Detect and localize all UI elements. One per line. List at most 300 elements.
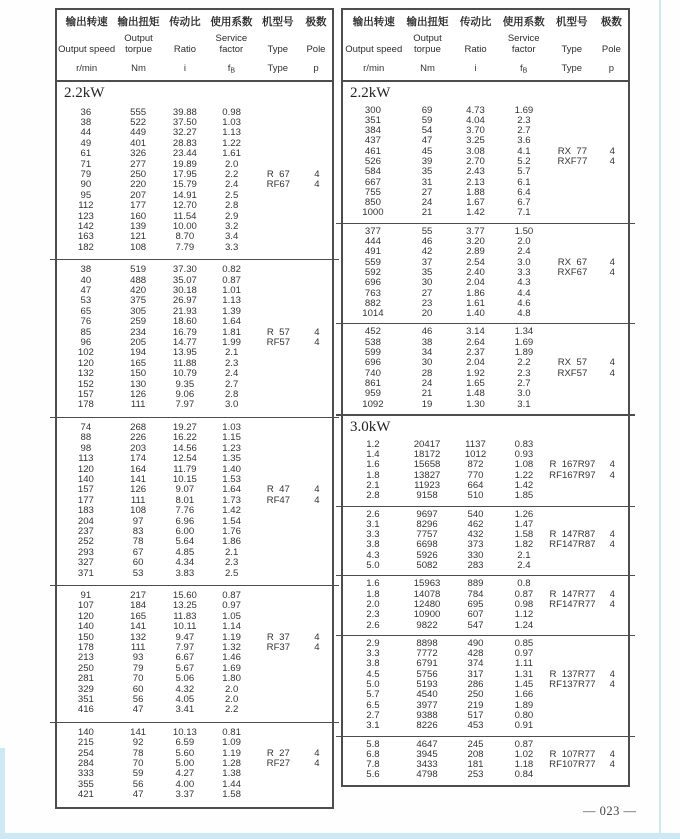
cell-service-factor: 1.53 xyxy=(222,473,241,485)
cell-pole xyxy=(302,359,332,369)
column-header-en: Output speed xyxy=(58,43,116,55)
cell-type xyxy=(255,506,302,516)
cell-service-factor: 1.81 xyxy=(222,326,241,338)
cell-ratio: 7.76 xyxy=(175,505,195,517)
cell-ratio: 10.00 xyxy=(172,220,197,232)
cell-output-torque: 207 xyxy=(130,189,147,201)
table-row xyxy=(343,198,628,208)
table-row xyxy=(57,558,332,568)
cell-pole xyxy=(597,299,628,309)
cell-ratio: 2.04 xyxy=(466,277,485,289)
cell-output-speed: 377 xyxy=(364,225,381,237)
table-row xyxy=(57,674,332,684)
cell-output-torque: 4540 xyxy=(416,689,438,701)
cell-output-torque: 20417 xyxy=(413,438,441,450)
cell-type xyxy=(548,116,596,126)
cell-output-speed: 120 xyxy=(77,463,94,475)
cell-output-speed: 2.1 xyxy=(366,480,380,491)
cell-service-factor: 1.09 xyxy=(222,737,241,749)
cell-service-factor: 1.23 xyxy=(222,442,241,454)
table-row xyxy=(57,149,332,159)
cell-output-speed: 1092 xyxy=(362,398,384,410)
cell-service-factor: 1.80 xyxy=(222,673,241,685)
cell-service-factor: 1.69 xyxy=(222,662,241,674)
cell-type xyxy=(255,369,302,379)
cell-service-factor: 2.7 xyxy=(517,377,531,389)
unit-label xyxy=(208,63,254,75)
cell-type xyxy=(548,338,596,348)
cell-type xyxy=(548,389,596,399)
column-header-en: Output torpue xyxy=(124,33,153,55)
cell-pole xyxy=(302,548,332,558)
cell-type xyxy=(255,139,302,149)
column-header-en: Service factor xyxy=(215,33,248,55)
cell-type xyxy=(548,561,596,571)
cell-output-torque: 4798 xyxy=(416,769,438,781)
cell-ratio: 8.01 xyxy=(175,494,195,506)
cell-service-factor: 6.1 xyxy=(517,176,531,188)
cell-ratio: 695 xyxy=(467,598,484,610)
cell-pole: 4 xyxy=(314,631,320,643)
cell-output-speed: 36 xyxy=(80,106,92,118)
cell-pole: 4 xyxy=(609,668,615,680)
unit-label: Nm xyxy=(420,63,435,74)
cell-ratio: 18.60 xyxy=(172,316,197,328)
cell-pole xyxy=(597,400,628,410)
cell-type xyxy=(255,444,302,454)
cell-service-factor: 2.5 xyxy=(224,189,239,201)
cell-type xyxy=(548,227,596,237)
cell-pole: 4 xyxy=(314,758,320,770)
cell-service-factor: 2.0 xyxy=(224,158,239,170)
unit-label-sub: B xyxy=(230,67,235,75)
cell-type xyxy=(255,286,302,296)
spec-table-right xyxy=(341,8,630,787)
column-header xyxy=(596,14,627,55)
cell-output-speed: 333 xyxy=(77,768,94,780)
cell-type xyxy=(548,327,596,337)
table-row xyxy=(343,116,628,126)
cell-service-factor: 1.85 xyxy=(514,490,534,502)
cell-output-speed: 254 xyxy=(77,747,94,759)
cell-type xyxy=(255,685,302,695)
table-row xyxy=(343,369,628,379)
cell-output-speed: 329 xyxy=(77,683,94,695)
cell-output-torque: 519 xyxy=(130,264,147,276)
cell-service-factor: 1.89 xyxy=(514,699,534,711)
cell-service-factor: 1.73 xyxy=(222,494,241,506)
cell-service-factor: 1.31 xyxy=(514,668,534,680)
table-row xyxy=(343,309,628,319)
cell-output-speed: 204 xyxy=(77,515,94,527)
cell-type xyxy=(255,390,302,400)
table-row xyxy=(343,649,628,659)
cell-pole xyxy=(597,167,628,177)
cell-pole xyxy=(302,128,332,138)
cell-output-torque: 20 xyxy=(421,308,433,320)
cell-ratio: 219 xyxy=(467,699,484,711)
cell-service-factor: 3.6 xyxy=(517,135,531,147)
cell-output-torque: 9822 xyxy=(416,619,438,631)
cell-type: R 107R77 xyxy=(549,748,596,760)
cell-type xyxy=(255,705,302,715)
cell-pole xyxy=(302,201,332,211)
cell-output-torque: 174 xyxy=(130,453,147,465)
cell-service-factor: 1.22 xyxy=(222,137,241,149)
cell-service-factor: 1.50 xyxy=(514,225,534,237)
cell-ratio: 13.25 xyxy=(172,600,197,612)
cell-ratio: 23.44 xyxy=(172,148,197,160)
cell-type: R 167R97 xyxy=(549,459,596,471)
cell-service-factor: 1.42 xyxy=(514,480,534,491)
cell-service-factor: 2.4 xyxy=(517,246,531,258)
cell-ratio: 208 xyxy=(467,748,484,760)
cell-output-torque: 7757 xyxy=(416,529,438,541)
cell-output-torque: 24 xyxy=(421,197,433,209)
table-row xyxy=(343,126,628,136)
cell-ratio: 5.64 xyxy=(175,536,195,548)
cell-ratio: 2.89 xyxy=(466,246,485,258)
cell-output-torque: 5756 xyxy=(416,668,438,680)
cell-output-speed: 421 xyxy=(77,789,94,801)
cell-pole xyxy=(302,276,332,286)
cell-ratio: 2.13 xyxy=(466,176,485,188)
cell-output-speed: 2.9 xyxy=(366,637,380,649)
data-block xyxy=(343,437,628,506)
cell-pole xyxy=(597,701,628,711)
cell-output-torque: 42 xyxy=(421,246,433,258)
cell-output-torque: 160 xyxy=(130,210,147,222)
cell-service-factor: 1.18 xyxy=(514,759,534,771)
cell-output-speed: 2.7 xyxy=(366,709,380,721)
cell-type xyxy=(255,149,302,159)
units-row xyxy=(58,55,331,80)
cell-ratio: 490 xyxy=(467,637,484,649)
table-row xyxy=(57,243,332,253)
cell-ratio: 2.43 xyxy=(466,166,485,178)
cell-type xyxy=(548,208,596,218)
cell-output-speed: 157 xyxy=(77,389,94,401)
cell-type: RF67 xyxy=(266,179,291,191)
cell-service-factor: 1.13 xyxy=(222,295,241,307)
cell-ratio: 39.88 xyxy=(172,106,197,118)
cell-output-torque: 268 xyxy=(130,421,147,433)
cell-output-speed: 178 xyxy=(77,642,94,653)
cell-type xyxy=(255,128,302,138)
cell-service-factor: 3.4 xyxy=(224,231,239,243)
cell-output-torque: 55 xyxy=(421,225,433,237)
cell-type: RF27 xyxy=(266,758,291,770)
cell-output-speed: 132 xyxy=(77,368,94,380)
cell-service-factor: 0.82 xyxy=(222,264,241,276)
cell-ratio: 9.35 xyxy=(175,378,195,390)
table-row xyxy=(57,685,332,695)
cell-ratio: 5.00 xyxy=(175,758,195,770)
cell-ratio: 1.48 xyxy=(466,388,485,400)
cell-output-torque: 56 xyxy=(132,694,144,706)
cell-output-speed: 123 xyxy=(77,210,94,222)
column-header-en: Pole xyxy=(601,43,621,55)
cell-type xyxy=(255,612,302,622)
table-row xyxy=(343,701,628,711)
cell-service-factor: 4.8 xyxy=(517,308,531,320)
cell-ratio: 4.34 xyxy=(175,557,195,569)
cell-output-torque: 5926 xyxy=(416,549,438,561)
cell-type xyxy=(255,296,302,306)
column-header-zh: 传动比 xyxy=(459,16,492,28)
cell-output-speed: 90 xyxy=(80,179,92,191)
table-row xyxy=(343,400,628,410)
cell-service-factor: 0.80 xyxy=(514,709,534,721)
table-row xyxy=(57,569,332,579)
cell-ratio: 17.95 xyxy=(172,168,197,180)
cell-ratio: 1.30 xyxy=(466,398,485,410)
cell-pole xyxy=(597,510,628,520)
cell-type xyxy=(255,212,302,222)
table-row xyxy=(343,178,628,188)
cell-service-factor: 1.34 xyxy=(514,326,534,338)
cell-service-factor: 1.69 xyxy=(514,336,534,348)
data-block xyxy=(343,636,628,736)
cell-type xyxy=(548,481,596,491)
cell-ratio: 1.42 xyxy=(466,207,485,219)
unit-label: Type xyxy=(561,63,583,74)
cell-ratio: 10.11 xyxy=(173,621,197,633)
column-header-zh: 输出扭矩 xyxy=(117,16,160,28)
cell-service-factor: 0.87 xyxy=(222,589,241,601)
cell-service-factor: 0.98 xyxy=(222,106,241,118)
cell-pole xyxy=(302,769,332,779)
cell-pole xyxy=(302,423,332,433)
cell-pole: 4 xyxy=(609,539,615,551)
table-row xyxy=(343,268,628,278)
cell-output-speed: 74 xyxy=(80,421,92,433)
cell-ratio: 181 xyxy=(467,759,484,771)
cell-pole xyxy=(597,237,628,247)
cell-ratio: 330 xyxy=(467,549,484,561)
table-row xyxy=(343,680,628,690)
column-header-en: Type xyxy=(267,43,289,55)
cell-output-torque: 47 xyxy=(132,789,144,801)
cell-service-factor: 2.9 xyxy=(224,210,239,222)
cell-service-factor: 1.35 xyxy=(222,453,241,465)
cell-output-torque: 83 xyxy=(132,525,144,537)
cell-type: R 57 xyxy=(266,326,290,338)
cell-service-factor: 1.15 xyxy=(222,432,241,444)
cell-type xyxy=(255,359,302,369)
cell-service-factor: 1.39 xyxy=(222,305,241,317)
cell-service-factor: 1.03 xyxy=(222,116,241,128)
cell-output-speed: 882 xyxy=(364,297,381,309)
cell-output-speed: 2.6 xyxy=(366,508,380,520)
cell-type: R 137R77 xyxy=(549,668,596,680)
cell-output-torque: 6698 xyxy=(416,539,438,551)
cell-output-torque: 35 xyxy=(421,266,433,278)
cell-output-torque: 18172 xyxy=(413,449,441,461)
table-row xyxy=(343,481,628,491)
table-row xyxy=(343,157,628,167)
cell-output-speed: 7.8 xyxy=(366,759,380,771)
table-row xyxy=(343,600,628,610)
cell-type xyxy=(255,558,302,568)
table-row xyxy=(57,622,332,632)
cell-output-speed: 183 xyxy=(77,505,94,517)
cell-ratio: 3.14 xyxy=(466,326,485,338)
cell-ratio: 7.97 xyxy=(175,642,195,653)
cell-service-factor: 1.24 xyxy=(514,619,534,631)
cell-type xyxy=(548,278,596,288)
cell-pole: 4 xyxy=(609,155,615,167)
cell-service-factor: 0.85 xyxy=(514,637,534,649)
cell-ratio: 283 xyxy=(467,560,484,572)
cell-pole: 4 xyxy=(609,266,615,278)
cell-type xyxy=(255,400,302,410)
table-row xyxy=(57,548,332,558)
cell-output-speed: 437 xyxy=(364,135,381,147)
cell-pole xyxy=(597,208,628,218)
cell-service-factor: 6.7 xyxy=(517,197,531,209)
cell-pole: 4 xyxy=(314,494,320,506)
cell-pole xyxy=(597,711,628,721)
cell-service-factor: 3.0 xyxy=(517,256,531,268)
cell-type: RXF77 xyxy=(557,155,588,167)
cell-output-torque: 8226 xyxy=(416,720,438,732)
column-headers xyxy=(58,14,331,55)
cell-service-factor: 1.03 xyxy=(222,421,241,433)
cell-output-torque: 70 xyxy=(132,758,144,770)
cell-output-torque: 165 xyxy=(130,610,147,622)
cell-output-torque: 79 xyxy=(132,662,144,674)
cell-output-speed: 140 xyxy=(77,621,94,633)
cell-pole xyxy=(302,685,332,695)
cell-ratio: 4.32 xyxy=(175,683,195,695)
cell-service-factor: 2.0 xyxy=(224,683,239,695)
table-row xyxy=(343,610,628,620)
cell-ratio: 28.83 xyxy=(172,137,197,149)
table-row xyxy=(57,769,332,779)
cell-output-speed: 584 xyxy=(364,166,381,178)
cell-pole xyxy=(597,379,628,389)
cell-type: RF47 xyxy=(266,494,291,506)
cell-type: R 37 xyxy=(266,631,290,643)
cell-type xyxy=(548,178,596,188)
cell-ratio: 10.15 xyxy=(172,473,197,485)
cell-type xyxy=(548,649,596,659)
cell-output-torque: 401 xyxy=(130,137,147,149)
cell-output-torque: 522 xyxy=(130,116,147,128)
cell-type xyxy=(548,721,596,731)
cell-type xyxy=(255,790,302,800)
cell-pole xyxy=(302,674,332,684)
cell-type: R 67 xyxy=(266,168,290,180)
cell-output-speed: 740 xyxy=(364,367,381,379)
cell-service-factor: 1.86 xyxy=(222,536,241,548)
column-header xyxy=(162,14,208,55)
cell-output-torque: 250 xyxy=(130,168,147,180)
cell-output-torque: 184 xyxy=(130,600,147,612)
table-row xyxy=(343,770,628,780)
cell-output-torque: 111 xyxy=(130,399,146,411)
data-block xyxy=(57,418,332,585)
cell-pole xyxy=(597,621,628,631)
cell-pole: 4 xyxy=(609,759,615,771)
cell-output-torque: 7772 xyxy=(416,648,438,660)
cell-output-torque: 67 xyxy=(132,546,144,558)
page-edge-bottom xyxy=(0,833,680,839)
cell-output-torque: 111 xyxy=(130,642,146,653)
cell-output-torque: 126 xyxy=(130,484,147,496)
cell-service-factor: 0.87 xyxy=(222,274,241,286)
cell-output-speed: 1014 xyxy=(362,308,384,320)
cell-pole: 4 xyxy=(314,484,320,496)
cell-pole xyxy=(597,309,628,319)
cell-service-factor: 1.26 xyxy=(514,508,534,520)
cell-output-speed: 120 xyxy=(77,357,94,369)
cell-ratio: 2.64 xyxy=(466,336,485,348)
cell-output-torque: 126 xyxy=(130,389,147,401)
cell-ratio: 5.67 xyxy=(175,662,195,674)
unit-label: Type xyxy=(267,63,289,74)
cell-pole xyxy=(597,610,628,620)
cell-output-torque: 488 xyxy=(130,274,147,286)
cell-output-torque: 8898 xyxy=(416,637,438,649)
cell-output-torque: 56 xyxy=(132,778,144,790)
cell-ratio: 9.07 xyxy=(175,484,195,496)
cell-output-speed: 3.1 xyxy=(366,720,380,732)
cell-ratio: 7.97 xyxy=(175,399,195,411)
cell-type xyxy=(255,222,302,232)
cell-type xyxy=(548,711,596,721)
cell-pole: 4 xyxy=(609,748,615,760)
cell-output-torque: 14078 xyxy=(413,588,441,600)
cell-output-torque: 21 xyxy=(421,388,433,400)
cell-output-speed: 284 xyxy=(77,758,94,770)
cell-pole xyxy=(302,139,332,149)
cell-output-torque: 34 xyxy=(421,347,433,359)
data-block xyxy=(343,324,628,413)
cell-output-speed: 416 xyxy=(77,704,94,716)
cell-output-torque: 177 xyxy=(130,200,147,212)
cell-pole xyxy=(597,278,628,288)
cell-type xyxy=(548,167,596,177)
cell-pole: 4 xyxy=(314,168,320,180)
cell-ratio: 6.96 xyxy=(175,515,195,527)
cell-ratio: 3.77 xyxy=(466,225,485,237)
table-row xyxy=(57,485,332,495)
table-row xyxy=(57,201,332,211)
cell-output-speed: 1000 xyxy=(362,207,384,219)
cell-output-torque: 9388 xyxy=(416,709,438,721)
cell-output-torque: 141 xyxy=(130,726,147,738)
cell-service-factor: 1.54 xyxy=(222,515,241,527)
table-row xyxy=(343,491,628,501)
cell-type: R 147R77 xyxy=(549,588,596,600)
cell-type: RF147R77 xyxy=(549,598,596,610)
cell-output-torque: 277 xyxy=(130,158,147,170)
cell-output-speed: 38 xyxy=(80,116,92,128)
cell-ratio: 889 xyxy=(467,578,484,590)
cell-output-speed: 113 xyxy=(78,453,94,465)
cell-service-factor: 2.3 xyxy=(224,357,239,369)
cell-type xyxy=(255,380,302,390)
cell-service-factor: 1.64 xyxy=(222,484,241,496)
page-edge-left xyxy=(0,748,5,839)
table-row xyxy=(57,695,332,705)
cell-pole xyxy=(597,561,628,571)
cell-output-torque: 139 xyxy=(130,220,147,232)
cell-output-torque: 141 xyxy=(130,473,147,485)
cell-type xyxy=(255,348,302,358)
